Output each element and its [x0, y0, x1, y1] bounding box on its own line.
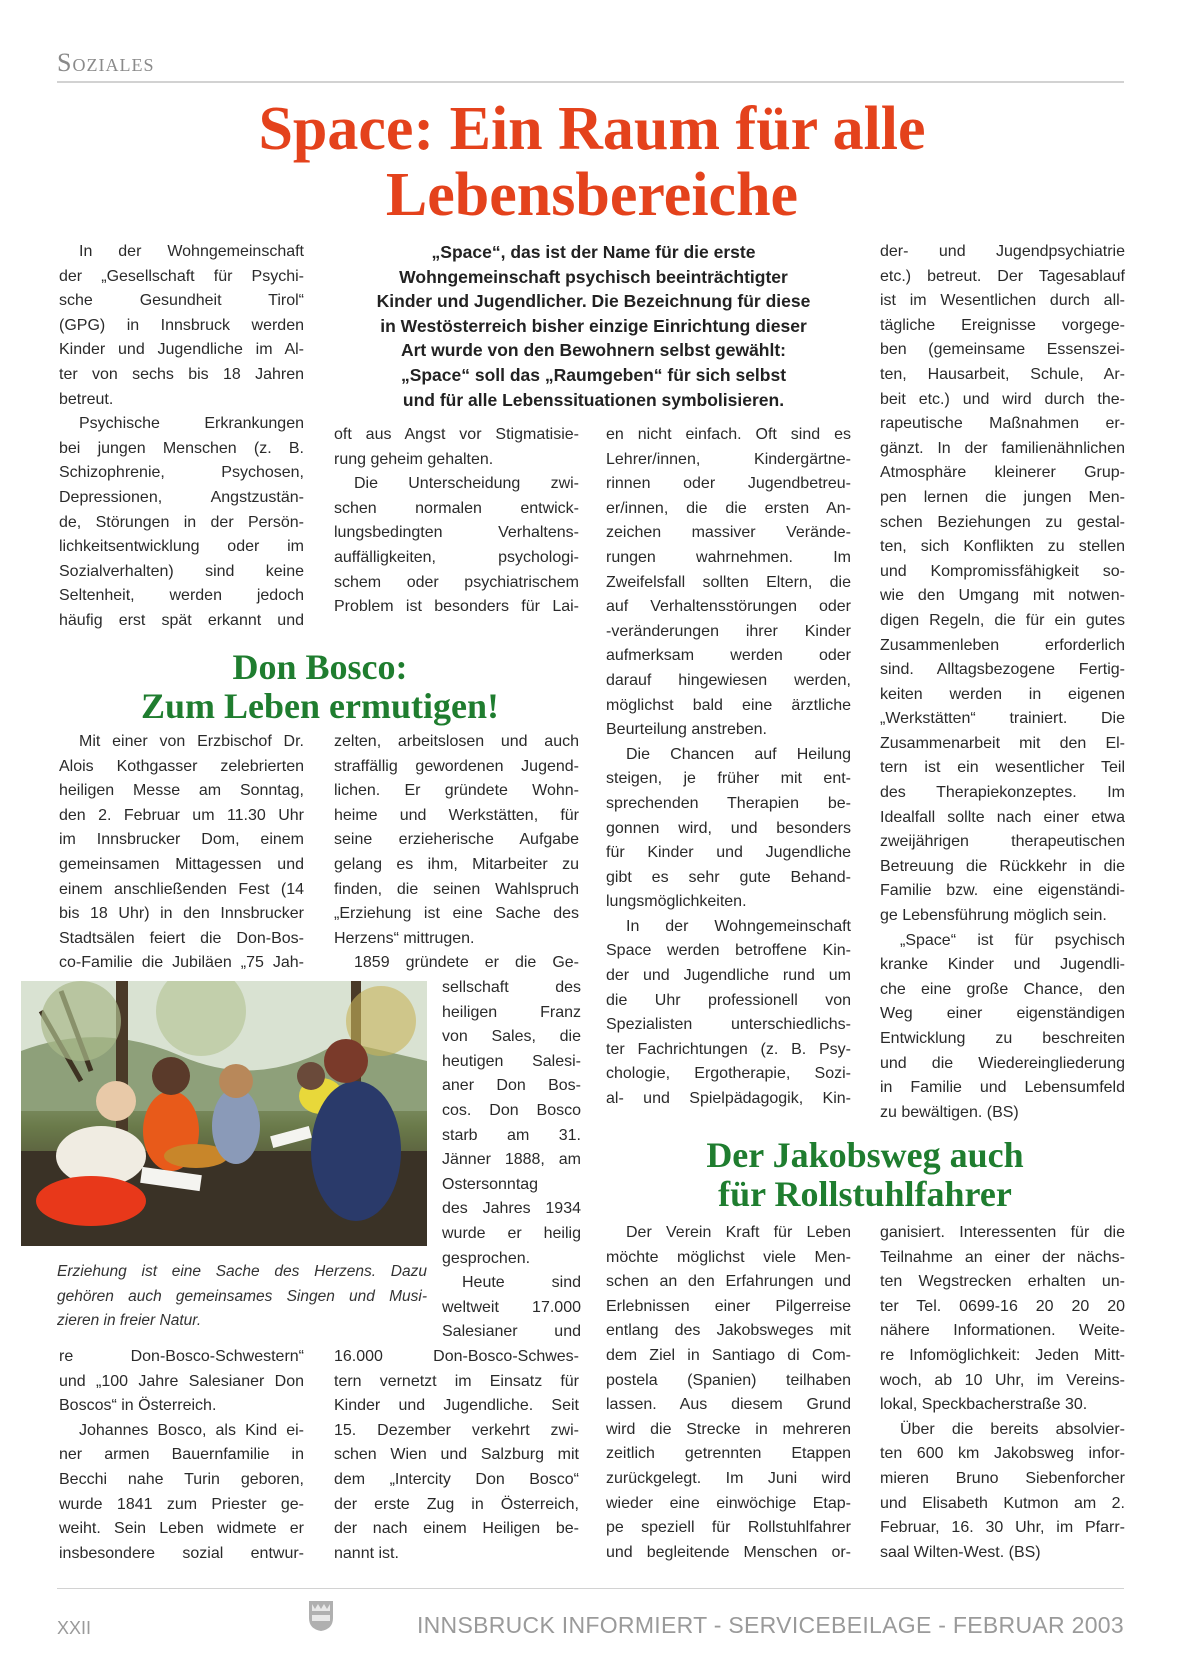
text-line: Stadtsälen feiert die Don-Bos-	[59, 929, 304, 947]
photo-caption	[57, 1260, 427, 1334]
text-line: ter Tel. 0699-16 20 20 20	[880, 1297, 1125, 1315]
text-line: insbesondere sozial entwur-	[59, 1544, 304, 1562]
lead-line: Kinder und Jugendlicher. Die Bezeichnung für diese	[376, 291, 811, 312]
text-line: gänzt. In der familienähnlichen	[880, 439, 1125, 457]
text-line: de, Störungen in der Persön-	[59, 513, 304, 531]
text-line: Problem ist besonders für Lai-	[334, 598, 579, 616]
text-line: aner Don Bos-	[442, 1077, 581, 1095]
text-line: Johannes Bosco, als Kind ei-	[79, 1421, 304, 1439]
text-line: lungsmöglichkeiten.	[606, 893, 747, 911]
text-line: Teilnahme an einer der nächs-	[880, 1248, 1125, 1266]
text-line: rungen wahrnehmen. Im	[606, 548, 851, 566]
photo-group-singing-outdoors	[21, 981, 427, 1246]
text-line: entlang des Jakobsweges mit	[606, 1322, 851, 1340]
text-line: zelten, arbeitslosen und auch	[334, 733, 579, 750]
text-line: pen lernen die jungen Men-	[880, 488, 1125, 506]
text-line: des Jahres 1934	[442, 1200, 581, 1218]
text-line: lokal, Speckbacherstraße 30.	[880, 1396, 1088, 1414]
space-article-column-4	[880, 240, 1125, 1125]
paragraph	[442, 1271, 581, 1345]
text-line: ten, sich Konflikten zu stellen	[880, 538, 1125, 556]
text-line: bis 18 Uhr) in den Innsbrucker	[59, 905, 304, 923]
text-line: der „Gesellschaft für Psychi-	[59, 267, 304, 285]
text-line: keiten werden in eigenen	[880, 685, 1125, 703]
text-line: Zusammenarbeit mit den El-	[880, 734, 1125, 752]
text-line: kranke Kinder und Jugendli-	[880, 956, 1125, 974]
text-line: Boscos“ in Österreich.	[59, 1397, 217, 1415]
text-line: postela (Spanien) teilhaben	[606, 1371, 851, 1389]
paragraph	[606, 743, 851, 915]
text-line: Die Unterscheidung zwi-	[354, 475, 579, 493]
heading-line: Zum Leben ermutigen!	[141, 686, 499, 726]
text-line: häufig erst spät erkannt und	[59, 611, 304, 629]
text-line: möchte möglichst viele Men-	[606, 1248, 851, 1266]
lead-line: „Space“ soll das „Raumgeben“ für sich selbst	[400, 364, 787, 385]
text-line: ter von sechs bis 18 Jahren	[59, 365, 304, 383]
space-article-column-1	[59, 240, 304, 634]
text-line: der und Jugendliche rund um	[606, 967, 851, 985]
text-line: heiligen Franz	[442, 1003, 581, 1021]
text-line: Sozialverhalten) sind keine	[59, 562, 304, 580]
text-line: straffällig gewordenen Jugend-	[334, 757, 579, 775]
text-line: und Kompromissfähigkeit so-	[880, 562, 1125, 580]
text-line: von Sales, die	[442, 1028, 581, 1046]
caption-line: gehören auch gemeinsames Singen und Musi-	[57, 1287, 427, 1305]
text-line: che eine große Chance, den	[880, 980, 1125, 998]
paragraph	[442, 976, 581, 1271]
text-line: „Erziehung ist eine Sache des	[334, 905, 579, 923]
text-line: ge Lebensführung möglich sein.	[880, 907, 1107, 925]
paragraph	[59, 1345, 304, 1419]
don-bosco-column-2-top	[334, 730, 579, 976]
text-line: wieder eine einwöchige Etap-	[606, 1494, 851, 1512]
text-line: saal Wilten-West. (BS)	[880, 1543, 1041, 1561]
text-line: wurde er heilig	[442, 1224, 581, 1242]
lead-line: „Space“, das ist der Name für die erste	[431, 242, 756, 262]
text-line: dem Ziel in Santiago di Com-	[606, 1346, 851, 1364]
lead-line: Art wurde von den Bewohnern selbst gewählt:	[400, 340, 787, 361]
text-line: Schizophrenie, Psychosen,	[59, 464, 304, 482]
text-line: auf Verhaltensstörungen oder	[606, 598, 851, 616]
text-line: -veränderungen ihrer Kinder	[606, 622, 851, 640]
text-line: schem oder psychiatrischem	[334, 573, 579, 591]
text-line: 15. Dezember verkehrt zwi-	[334, 1421, 579, 1439]
text-line: Lehrer/innen, Kindergärtne-	[606, 450, 851, 468]
text-line: Zusammenleben erforderlich	[880, 636, 1125, 654]
text-line: Alois Kothgasser zelebrierten	[59, 757, 304, 775]
text-line: im Innsbrucker Dom, einem	[59, 831, 304, 849]
header-divider	[57, 81, 1124, 83]
paragraph	[606, 1221, 851, 1565]
space-article-column-3	[606, 423, 851, 1112]
text-line: tern vernetzt im Einsatz für	[334, 1372, 579, 1390]
text-line: cos. Don Bosco	[442, 1101, 581, 1119]
section-label: Soziales	[57, 48, 155, 77]
text-line: sellschaft des	[442, 979, 581, 996]
text-line: ten Wegstrecken erhalten un-	[880, 1273, 1125, 1291]
text-line: Kinder und Jugendliche. Seit	[334, 1397, 579, 1415]
text-line: tägliche Ereignisse vorgege-	[880, 316, 1125, 334]
paragraph	[59, 730, 304, 976]
text-line: dem „Intercity Don Bosco“	[334, 1470, 579, 1488]
caption-line: Erziehung ist eine Sache des Herzens. Dazu	[57, 1263, 427, 1280]
text-line: Zweifelsfall sollten Eltern, die	[606, 573, 851, 591]
coat-of-arms-icon	[308, 1600, 334, 1632]
text-line: die Uhr professionell von	[606, 991, 851, 1009]
text-line: bei jungen Menschen (z. B.	[59, 439, 304, 457]
paragraph	[59, 240, 304, 412]
text-line: zweijährigen therapeutischen	[880, 833, 1125, 851]
photo-illustration	[21, 981, 427, 1246]
text-line: darauf hingewiesen werden,	[606, 671, 851, 689]
text-line: ner armen Bauernfamilie in	[59, 1446, 304, 1464]
text-line: tern ist ein wesentlicher Teil	[880, 759, 1125, 777]
text-line: er/innen, die die ersten An-	[606, 499, 851, 517]
text-line: mieren Bruno Siebenforcher	[880, 1469, 1125, 1487]
space-article-column-2	[334, 423, 579, 620]
text-line: Spezialisten unterschiedlichs-	[606, 1016, 851, 1034]
text-line: wie den Umgang mit notwen-	[880, 587, 1125, 605]
paragraph	[59, 412, 304, 633]
text-line: zeitlich getrennten Etappen	[606, 1445, 851, 1463]
publication-footer: INNSBRUCK INFORMIERT - SERVICEBEILAGE - FEBRUAR 2003	[416, 1612, 1124, 1638]
paragraph	[880, 240, 1125, 929]
paragraph	[606, 915, 851, 1112]
lead-line: in Westösterreich bisher einzige Einrichtung dieser	[380, 315, 807, 336]
text-line: gonnen wird, und besonders	[606, 819, 851, 837]
text-line: 16.000 Don-Bosco-Schwes-	[334, 1348, 579, 1365]
heading-line: Don Bosco:	[232, 647, 408, 687]
text-line: zeichen massiver Verände-	[606, 524, 851, 542]
text-line: gibt es sehr gute Behand-	[606, 868, 851, 886]
text-line: ten, Hausarbeit, Schule, Ar-	[880, 365, 1125, 383]
text-line: Psychische Erkrankungen	[79, 415, 304, 433]
paragraph	[59, 1419, 304, 1567]
text-line: Space werden betroffene Kin-	[606, 942, 851, 960]
text-line: Die Chancen auf Heilung	[626, 745, 851, 763]
paragraph	[880, 1418, 1125, 1566]
text-line: ter Fachrichtungen (z. B. Psy-	[606, 1040, 851, 1058]
text-line: betreut.	[59, 390, 114, 408]
paragraph	[334, 951, 579, 976]
text-line: möglichst bald eine ärztliche	[606, 696, 851, 714]
paragraph	[880, 929, 1125, 1126]
article-title	[0, 96, 1184, 228]
text-line: wird die Strecke in mehreren	[606, 1420, 851, 1438]
text-line: In der Wohngemeinschaft	[626, 917, 851, 935]
text-line: Ostersonntag	[442, 1175, 539, 1193]
text-line: Heute sind	[462, 1274, 581, 1292]
text-line: ganisiert. Interessenten für die	[880, 1224, 1125, 1241]
text-line: weiht. Sein Leben widmete er	[59, 1520, 304, 1538]
text-line: rapeutische Maßnahmen er-	[880, 415, 1125, 433]
text-line: Seltenheit, werden jedoch	[59, 587, 304, 605]
text-line: Familie bzw. eine eigenständi-	[880, 882, 1125, 900]
text-line: Betreuung die Rückkehr in die	[880, 857, 1125, 875]
text-line: Beurteilung anstreben.	[606, 721, 767, 739]
text-line: sind. Alltagsbezogene Fertig-	[880, 661, 1125, 679]
text-line: 1859 gründete er die Ge-	[354, 954, 579, 972]
text-line: nannt ist.	[334, 1544, 399, 1562]
text-line: oft aus Angst vor Stigmatisie-	[334, 426, 579, 443]
text-line: pe speziell für Rollstuhlfahrer	[606, 1519, 851, 1537]
text-line: sprechenden Therapien be-	[606, 794, 851, 812]
text-line: Atmosphäre kleinerer Grup-	[880, 464, 1125, 482]
text-line: der nach einem Heiligen be-	[334, 1520, 579, 1538]
heading-line: Der Jakobsweg auch	[706, 1135, 1024, 1175]
text-line: der erste Zug in Österreich,	[334, 1495, 579, 1513]
text-line: auffälligkeiten, psychologi-	[334, 548, 579, 566]
paragraph	[334, 1345, 579, 1566]
text-line: co-Familie die Jubiläen „75 Jah-	[59, 954, 304, 972]
text-line: etc.) betreut. Der Tagesablauf	[880, 267, 1125, 285]
text-line: für Kinder und Jugendliche	[606, 844, 851, 862]
don-bosco-column-1-bottom	[59, 1345, 304, 1566]
text-line: finden, die seinen Wahlspruch	[334, 880, 579, 898]
text-line: weltweit 17.000	[442, 1298, 581, 1316]
text-line: wurde 1841 zum Priester ge-	[59, 1495, 304, 1513]
paragraph	[334, 472, 579, 620]
text-line: heutigen Salesi-	[442, 1052, 581, 1070]
text-line: lichkeitsentwicklung oder im	[59, 538, 304, 556]
text-line: In der Wohngemeinschaft	[79, 243, 304, 260]
don-bosco-column-2-narrow	[442, 976, 581, 1345]
text-line: schen normalen entwick-	[334, 499, 579, 517]
paragraph	[880, 1221, 1125, 1418]
text-line: chologie, Ergotherapie, Sozi-	[606, 1065, 851, 1083]
text-line: nähere Informationen. Weite-	[880, 1322, 1125, 1340]
text-line: zurückgelegt. Im Juni wird	[606, 1469, 851, 1487]
text-line: heiligen Messe am Sonntag,	[59, 782, 304, 800]
text-line: gesprochen.	[442, 1249, 531, 1267]
text-line: al- und Spielpädagogik, Kin-	[606, 1090, 851, 1108]
page-number: XXII	[57, 1618, 92, 1638]
jakobsweg-heading	[606, 1136, 1124, 1214]
text-line: Über die bereits absolvier-	[900, 1420, 1125, 1438]
jakobsweg-column-2	[880, 1221, 1125, 1565]
text-line: in Familie und Lebensumfeld	[880, 1079, 1125, 1097]
text-line: Entwicklung zu beschreiten	[880, 1030, 1125, 1047]
lead-line: Wohngemeinschaft psychisch beeinträchtigter	[399, 266, 788, 287]
text-line: und „100 Jahre Salesianer Don	[59, 1372, 304, 1390]
text-line: einem anschließenden Fest (14	[59, 880, 304, 898]
text-line: sche Gesundheit Tirol“	[59, 292, 304, 310]
text-line: schen an den Erfahrungen und	[606, 1273, 851, 1291]
text-line: seine erzieherische Aufgabe	[334, 831, 579, 849]
text-line: gemeinsamen Mittagessen und	[59, 855, 304, 873]
jakobsweg-column-1	[606, 1221, 851, 1565]
paragraph	[334, 423, 579, 472]
text-line: zu bewältigen. (BS)	[880, 1103, 1019, 1121]
text-line: lungsbedingten Verhaltens-	[334, 524, 579, 542]
text-line: Erlebnissen einer Pilgerreise	[606, 1297, 851, 1315]
paragraph	[606, 423, 851, 743]
text-line: Idealfall sollte nach einer etwa	[880, 808, 1125, 826]
don-bosco-column-2-bottom	[334, 1345, 579, 1566]
text-line: lassen. Aus diesem Grund	[606, 1396, 851, 1414]
text-line: Februar, 16. 30 Uhr, im Pfarr-	[880, 1519, 1125, 1537]
text-line: (GPG) in Innsbruck werden	[59, 316, 304, 334]
paragraph	[334, 730, 579, 951]
text-line: ten 600 km Jakobsweg infor-	[880, 1445, 1125, 1463]
article-lead	[334, 240, 853, 412]
text-line: ist im Wesentlichen durch all-	[880, 292, 1125, 310]
article-title-line: Space: Ein Raum für alle	[258, 95, 926, 163]
don-bosco-heading	[59, 648, 581, 726]
text-line: Herzens“ mittrugen.	[334, 929, 475, 947]
text-line: aufmerksam werden oder	[606, 647, 851, 665]
text-line: „Werkstätten“ trainiert. Die	[880, 710, 1125, 728]
text-line: beit etc.) und wird durch the-	[880, 390, 1125, 408]
caption-line: zieren in freier Natur.	[57, 1312, 202, 1330]
text-line: Becchi nahe Turin geboren,	[59, 1470, 304, 1488]
text-line: lichen. Er gründete Wohn-	[334, 782, 579, 800]
text-line: schen Wien und Salzburg mit	[334, 1446, 579, 1464]
text-line: und begleitende Menschen or-	[606, 1543, 851, 1561]
text-line: schen Beziehungen zu gestal-	[880, 513, 1125, 531]
heading-line: für Rollstuhlfahrer	[718, 1174, 1012, 1214]
article-title-line: Lebensbereiche	[385, 161, 799, 229]
text-line: re Don-Bosco-Schwestern“	[59, 1348, 304, 1365]
text-line: woch, ab 10 Uhr, im Vereins-	[880, 1371, 1125, 1389]
text-line: Weg einer eigenständigen	[880, 1005, 1125, 1023]
text-line: steigen, je früher mit ent-	[606, 770, 851, 788]
text-line: Jänner 1888, am	[442, 1151, 581, 1169]
text-line: starb am 31.	[442, 1126, 581, 1144]
text-line: der- und Jugendpsychiatrie	[880, 243, 1125, 260]
text-line: Depressionen, Angstzustän-	[59, 488, 304, 506]
text-line: des Therapiekonzeptes. Im	[880, 784, 1125, 802]
text-line: gelang es ihm, Mitarbeiter zu	[334, 855, 579, 873]
text-line: und Elisabeth Kutmon am 2.	[880, 1494, 1125, 1512]
text-line: digen Regeln, die für ein gutes	[880, 611, 1125, 629]
text-line: Salesianer und	[442, 1323, 581, 1341]
text-line: rung geheim gehalten.	[334, 450, 494, 468]
text-line: und die Wiedereingliederung	[880, 1054, 1125, 1072]
text-line: Der Verein Kraft für Leben	[626, 1224, 851, 1241]
text-line: ben (gemeinsame Essenszei-	[880, 341, 1125, 359]
text-line: „Space“ ist für psychisch	[900, 931, 1125, 949]
text-line: heime und Werkstätten, für	[334, 806, 579, 824]
lead-line: und für alle Lebenssituationen symbolisieren.	[402, 389, 785, 410]
text-line: Mit einer von Erzbischof Dr.	[79, 733, 304, 750]
don-bosco-column-1-top	[59, 730, 304, 976]
text-line: den 2. Februar um 11.30 Uhr	[59, 806, 304, 824]
text-line: Kinder und Jugendliche im Al-	[59, 341, 304, 359]
text-line: rinnen oder Jugendbetreu-	[606, 475, 851, 493]
text-line: re Infomöglichkeit: Jeden Mitt-	[880, 1346, 1125, 1364]
text-line: en nicht einfach. Oft sind es	[606, 426, 851, 443]
footer-divider	[57, 1588, 1124, 1589]
